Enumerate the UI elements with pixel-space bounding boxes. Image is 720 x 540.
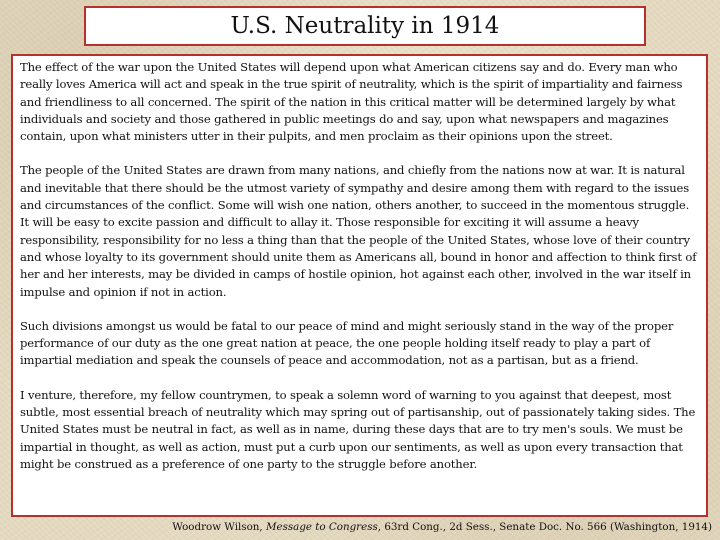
slide-title: U.S. Neutrality in 1914 xyxy=(230,13,500,39)
citation-work: Message to Congress xyxy=(265,521,378,533)
citation xyxy=(172,521,712,533)
paragraph-2: The people of the United States are drawn from many nations, and chiefly from the nations now at war. It is natural and inevitable that there should be the utmost variety of sympathy and desire among them with regard to the issues and circumstances of the conflict. Some will wish one nation, others another, to succeed in the momentous struggle. It will be easy to excite passion and difficult to allay it. Those responsible for exciting it will assume a heavy responsibility, responsibility for no less a thing than that the people of the United States, whose love of their country and whose loyalty to its government should unite them as Americans all, bound in honor and affection to think first of her and her interests, may be divided in camps of hostile opinion, hot against each other, involved in the war itself in impulse and opinion if not in action. xyxy=(20,163,697,299)
paragraph-4: I venture, therefore, my fellow countrymen, to speak a solemn word of warning to you against that deepest, most subtle, most essential breach of neutrality which may spring out of partisanship, out of passionately taking sides. The United States must be neutral in fact, as well as in name, during these days that are to try men's souls. We must be impartial in thought, as well as action, must put a curb upon our sentiments, as well as upon every transaction that might be construed as a preference of one party to the struggle before another. xyxy=(20,387,696,471)
paragraph-3: Such divisions amongst us would be fatal to our peace of mind and might seriously stand in the way of the proper performance of our duty as the one great nation at peace, the one people holding itself ready to play a part of impartial mediation and speak the counsels of peace and accommodation, not as a partisan, but as a friend. xyxy=(20,318,674,368)
citation-author: Woodrow Wilson, xyxy=(172,521,263,533)
title-box xyxy=(84,6,646,46)
quote-body xyxy=(11,54,708,517)
paragraph-1: The effect of the war upon the United States will depend upon what American citizens say and do. Every man who really loves America will act and speak in the true spirit of neutrality, which is the spirit of impartiality and fairness and friendliness to all concerned. The spirit of the nation in this critical matter will be determined largely by what individuals and society and those gathered in public meetings do and say, upon what newspapers and magazines contain, upon what ministers utter in their pulpits, and men proclaim as their opinions upon the street. xyxy=(20,60,683,144)
citation-details: , 63rd Cong., 2d Sess., Senate Doc. No. 566 (Washington, 1914) xyxy=(377,521,712,533)
